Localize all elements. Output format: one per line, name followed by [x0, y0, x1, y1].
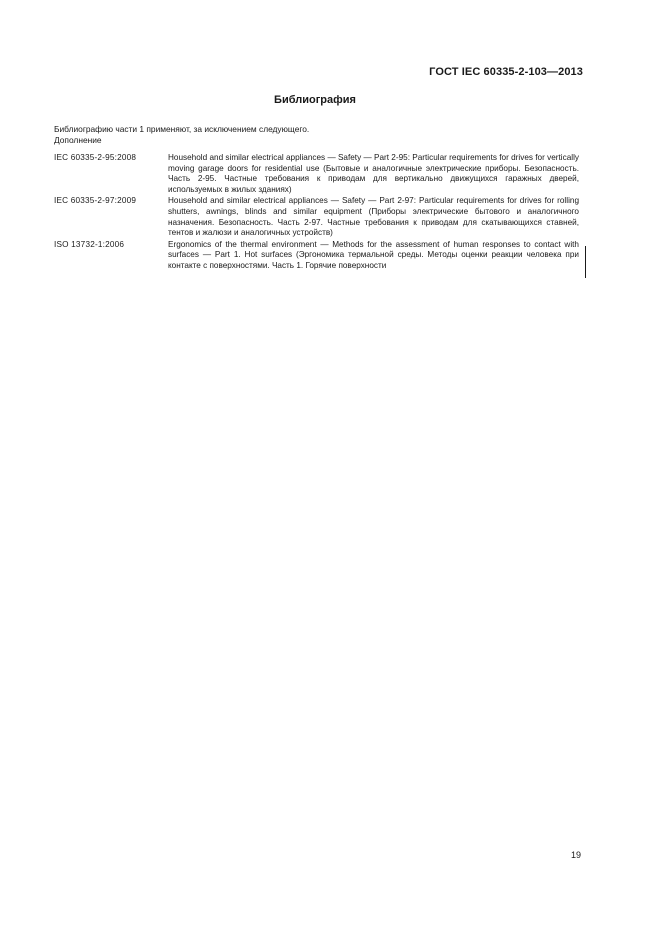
intro-text: Библиографию части 1 применяют, за исключением следующего.	[54, 124, 310, 134]
bibliography-entry-code: IEC 60335-2-97:2009	[54, 196, 137, 206]
page-number: 19	[570, 850, 581, 860]
bibliography-list	[54, 153, 579, 273]
document-code: ГОСТ IEC 60335-2-103—2013	[429, 66, 583, 78]
addition-label: Дополнение	[54, 135, 102, 145]
bibliography-entry-code: ISO 13732-1:2006	[54, 239, 125, 249]
bibliography-entry-code: IEC 60335-2-95:2008	[54, 153, 137, 162]
bibliography-entry	[54, 196, 579, 238]
bibliography-entry-text: Household and similar electrical appliances — Safety — Part 2-97: Particular requirements for drives for rolling shutters, awnings, blinds and similar equipment (Приборы электрические бытового и аналогичного назначения. Безопасность. Часть 2-97. Частные требования к приводам для скатывающихся ставней, тентов и жалюзи и аналогичных устройств)	[168, 196, 579, 238]
change-marker-bar	[585, 246, 586, 278]
bibliography-entry-text: Household and similar electrical appliances — Safety — Part 2-95: Particular requirements for drives for vertically moving garage doors for residential use (Бытовые и аналогичные электрические приборы. Безопасность. Часть 2-95. Частные требования к приводам для вертикально движущихся гаражных дверей, используемых в жилых зданиях)	[168, 153, 579, 194]
bibliography-entry-text: Ergonomics of the thermal environment — Methods for the assessment of human responses to contact with surfaces — Part 1. Hot surfaces (Эргономика термальной среды. Методы оценки реакции человека при контакте с поверхностями. Часть 1. Горячие поверхности	[168, 239, 579, 270]
bibliography-entry	[54, 240, 579, 272]
bibliography-entry	[54, 153, 579, 195]
section-title: Библиография	[274, 94, 356, 106]
